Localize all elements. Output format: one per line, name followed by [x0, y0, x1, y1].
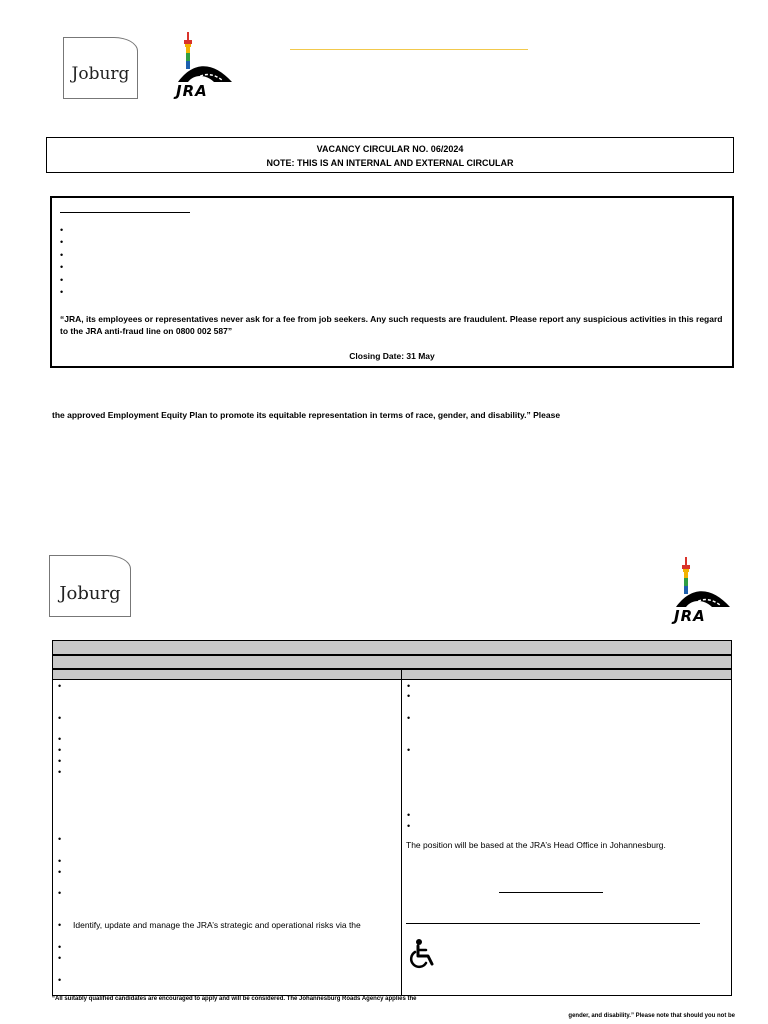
left-bullet: • [58, 920, 62, 930]
joburg-logo-text: Joburg [71, 64, 130, 84]
signature-underline-long [406, 923, 700, 924]
left-bullet: • [58, 767, 62, 777]
table-header-row-3 [52, 669, 732, 680]
left-bullet: • [58, 834, 62, 844]
notice-bullet: • [60, 275, 64, 285]
right-bullet: • [407, 713, 411, 723]
joburg-logo-top [63, 37, 138, 99]
circular-title-box [46, 137, 734, 173]
table-body [52, 680, 732, 996]
left-bullet: • [58, 681, 62, 691]
fraud-warning: “JRA, its employees or representatives never ask for a fee from job seekers. Any such requests are fraudulent. Please report any suspicious activities in this regard to the JRA anti-fraud line on 0800 002 587” [60, 314, 723, 336]
right-bullet: • [407, 821, 411, 831]
notice-bullet: • [60, 237, 64, 247]
footer-line-2: gender, and disability.” Please note that should you not be [568, 1013, 735, 1019]
footer-line-1: “All suitably qualified candidates are encouraged to apply and will be considered. The Johannesburg Roads Agency applies the [52, 996, 417, 1002]
table-header-row-1 [52, 640, 732, 655]
notice-box [50, 196, 734, 368]
left-bullet: • [58, 734, 62, 744]
closing-date: Closing Date: 31 May [349, 351, 435, 361]
notice-heading-underline [60, 212, 190, 213]
left-bullet: • [58, 756, 62, 766]
left-bullet: • [58, 942, 62, 952]
jra-logo-bottom [672, 556, 734, 626]
left-bullet: • [58, 745, 62, 755]
joburg-logo-bottom [49, 555, 131, 617]
location-text: The position will be based at the JRA’s Head Office in Johannesburg. [406, 840, 666, 850]
equity-text: the approved Employment Equity Plan to promote its equitable representation in terms of race, gender, and disability.” Please [52, 410, 561, 420]
header-line [290, 49, 528, 50]
left-bullet: • [58, 975, 62, 985]
notice-bullet: • [60, 250, 64, 260]
right-bullet: • [407, 810, 411, 820]
table-header-row-2 [52, 655, 732, 669]
jra-logo-text: JRA [176, 82, 208, 100]
jra-logo-top [174, 30, 236, 102]
left-bullet: • [58, 888, 62, 898]
left-bullet: • [58, 867, 62, 877]
left-bullet: • [58, 856, 62, 866]
right-bullet: • [407, 691, 411, 701]
notice-bullet: • [60, 225, 64, 235]
table-column-divider [401, 669, 402, 996]
jra-logo-text: JRA [674, 607, 706, 625]
left-bullet: • [58, 713, 62, 723]
joburg-logo-text: Joburg [59, 583, 121, 604]
risk-management-item: Identify, update and manage the JRA’s strategic and operational risks via the [73, 920, 361, 930]
circular-title: VACANCY CIRCULAR NO. 06/2024 [316, 144, 464, 154]
right-bullet: • [407, 681, 411, 691]
notice-bullet: • [60, 287, 64, 297]
notice-bullet: • [60, 262, 64, 272]
left-bullet: • [58, 953, 62, 963]
right-bullet: • [407, 745, 411, 755]
circular-note: NOTE: THIS IS AN INTERNAL AND EXTERNAL CIRCULAR [266, 158, 514, 168]
signature-underline-short [499, 892, 603, 893]
wheelchair-icon [408, 938, 440, 970]
